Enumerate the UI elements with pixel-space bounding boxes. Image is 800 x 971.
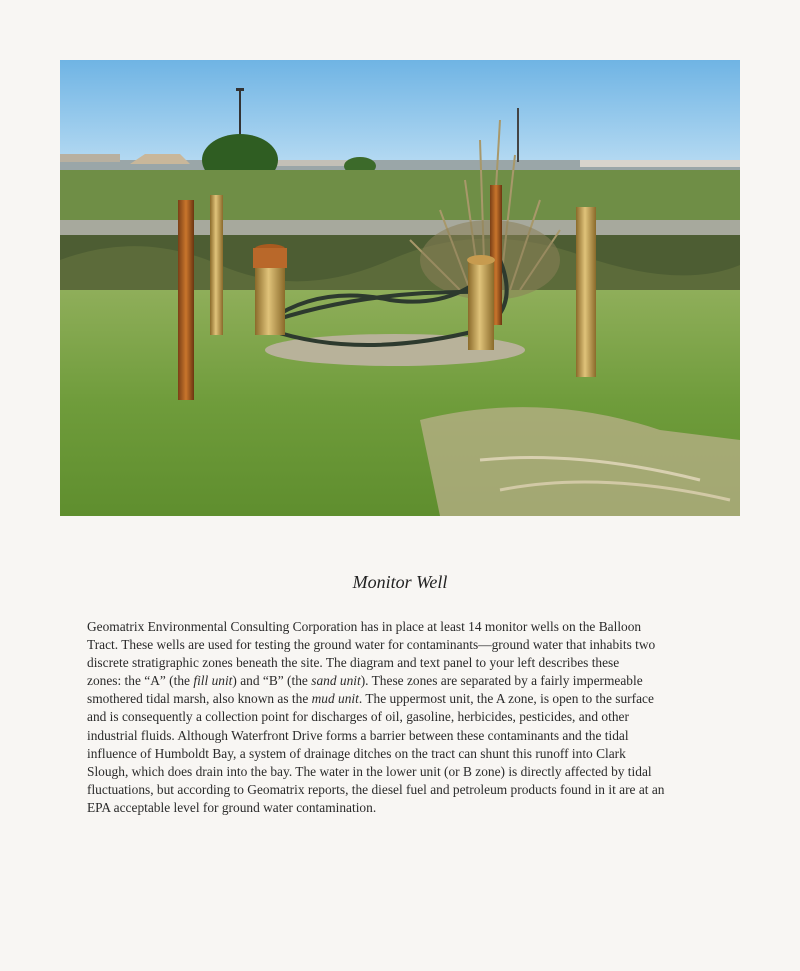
italic-term: fill unit [193,673,233,689]
paragraph-line: and is consequently a collection point for discharges of oil, gasoline, herbicides, pesticides, and other [87,709,629,725]
paragraph-line: zones: the “A” (the fill unit) and “B” (the sand unit). These zones are separated by a fairly impermeable [87,673,643,689]
italic-term: sand unit [311,673,361,689]
paragraph-line: industrial fluids. Although Waterfront Drive forms a barrier between these contaminants and the tidal [87,727,629,743]
paragraph-line: Slough, which does drain into the bay. The water in the lower unit (or B zone) is directly affected by tidal [87,763,652,779]
italic-term: mud unit [311,691,359,707]
paragraph-line: Geomatrix Environmental Consulting Corporation has in place at least 14 monitor wells on the Balloon [87,619,642,634]
document-title: Monitor Well [352,572,448,592]
monitor-well-photo [60,60,740,516]
paragraph-line: EPA acceptable level for ground water contamination. [87,799,377,815]
paragraph-line: fluctuations, but according to Geomatrix reports, the diesel fuel and petroleum products found in it are at an [87,781,665,797]
paragraph-line: discrete stratigraphic zones beneath the site. The diagram and text panel to your left describes these [87,655,620,671]
paragraph-line: influence of Humboldt Bay, a system of drainage ditches on the tract can shunt this runoff into Clark [87,745,626,761]
body-paragraph [87,618,715,817]
paragraph-line: Tract. These wells are used for testing the ground water for contaminants—ground water that inhabits two [87,637,656,653]
paragraph-line: smothered tidal marsh, also known as the mud unit. The uppermost unit, the A zone, is open to the surface [87,691,654,707]
